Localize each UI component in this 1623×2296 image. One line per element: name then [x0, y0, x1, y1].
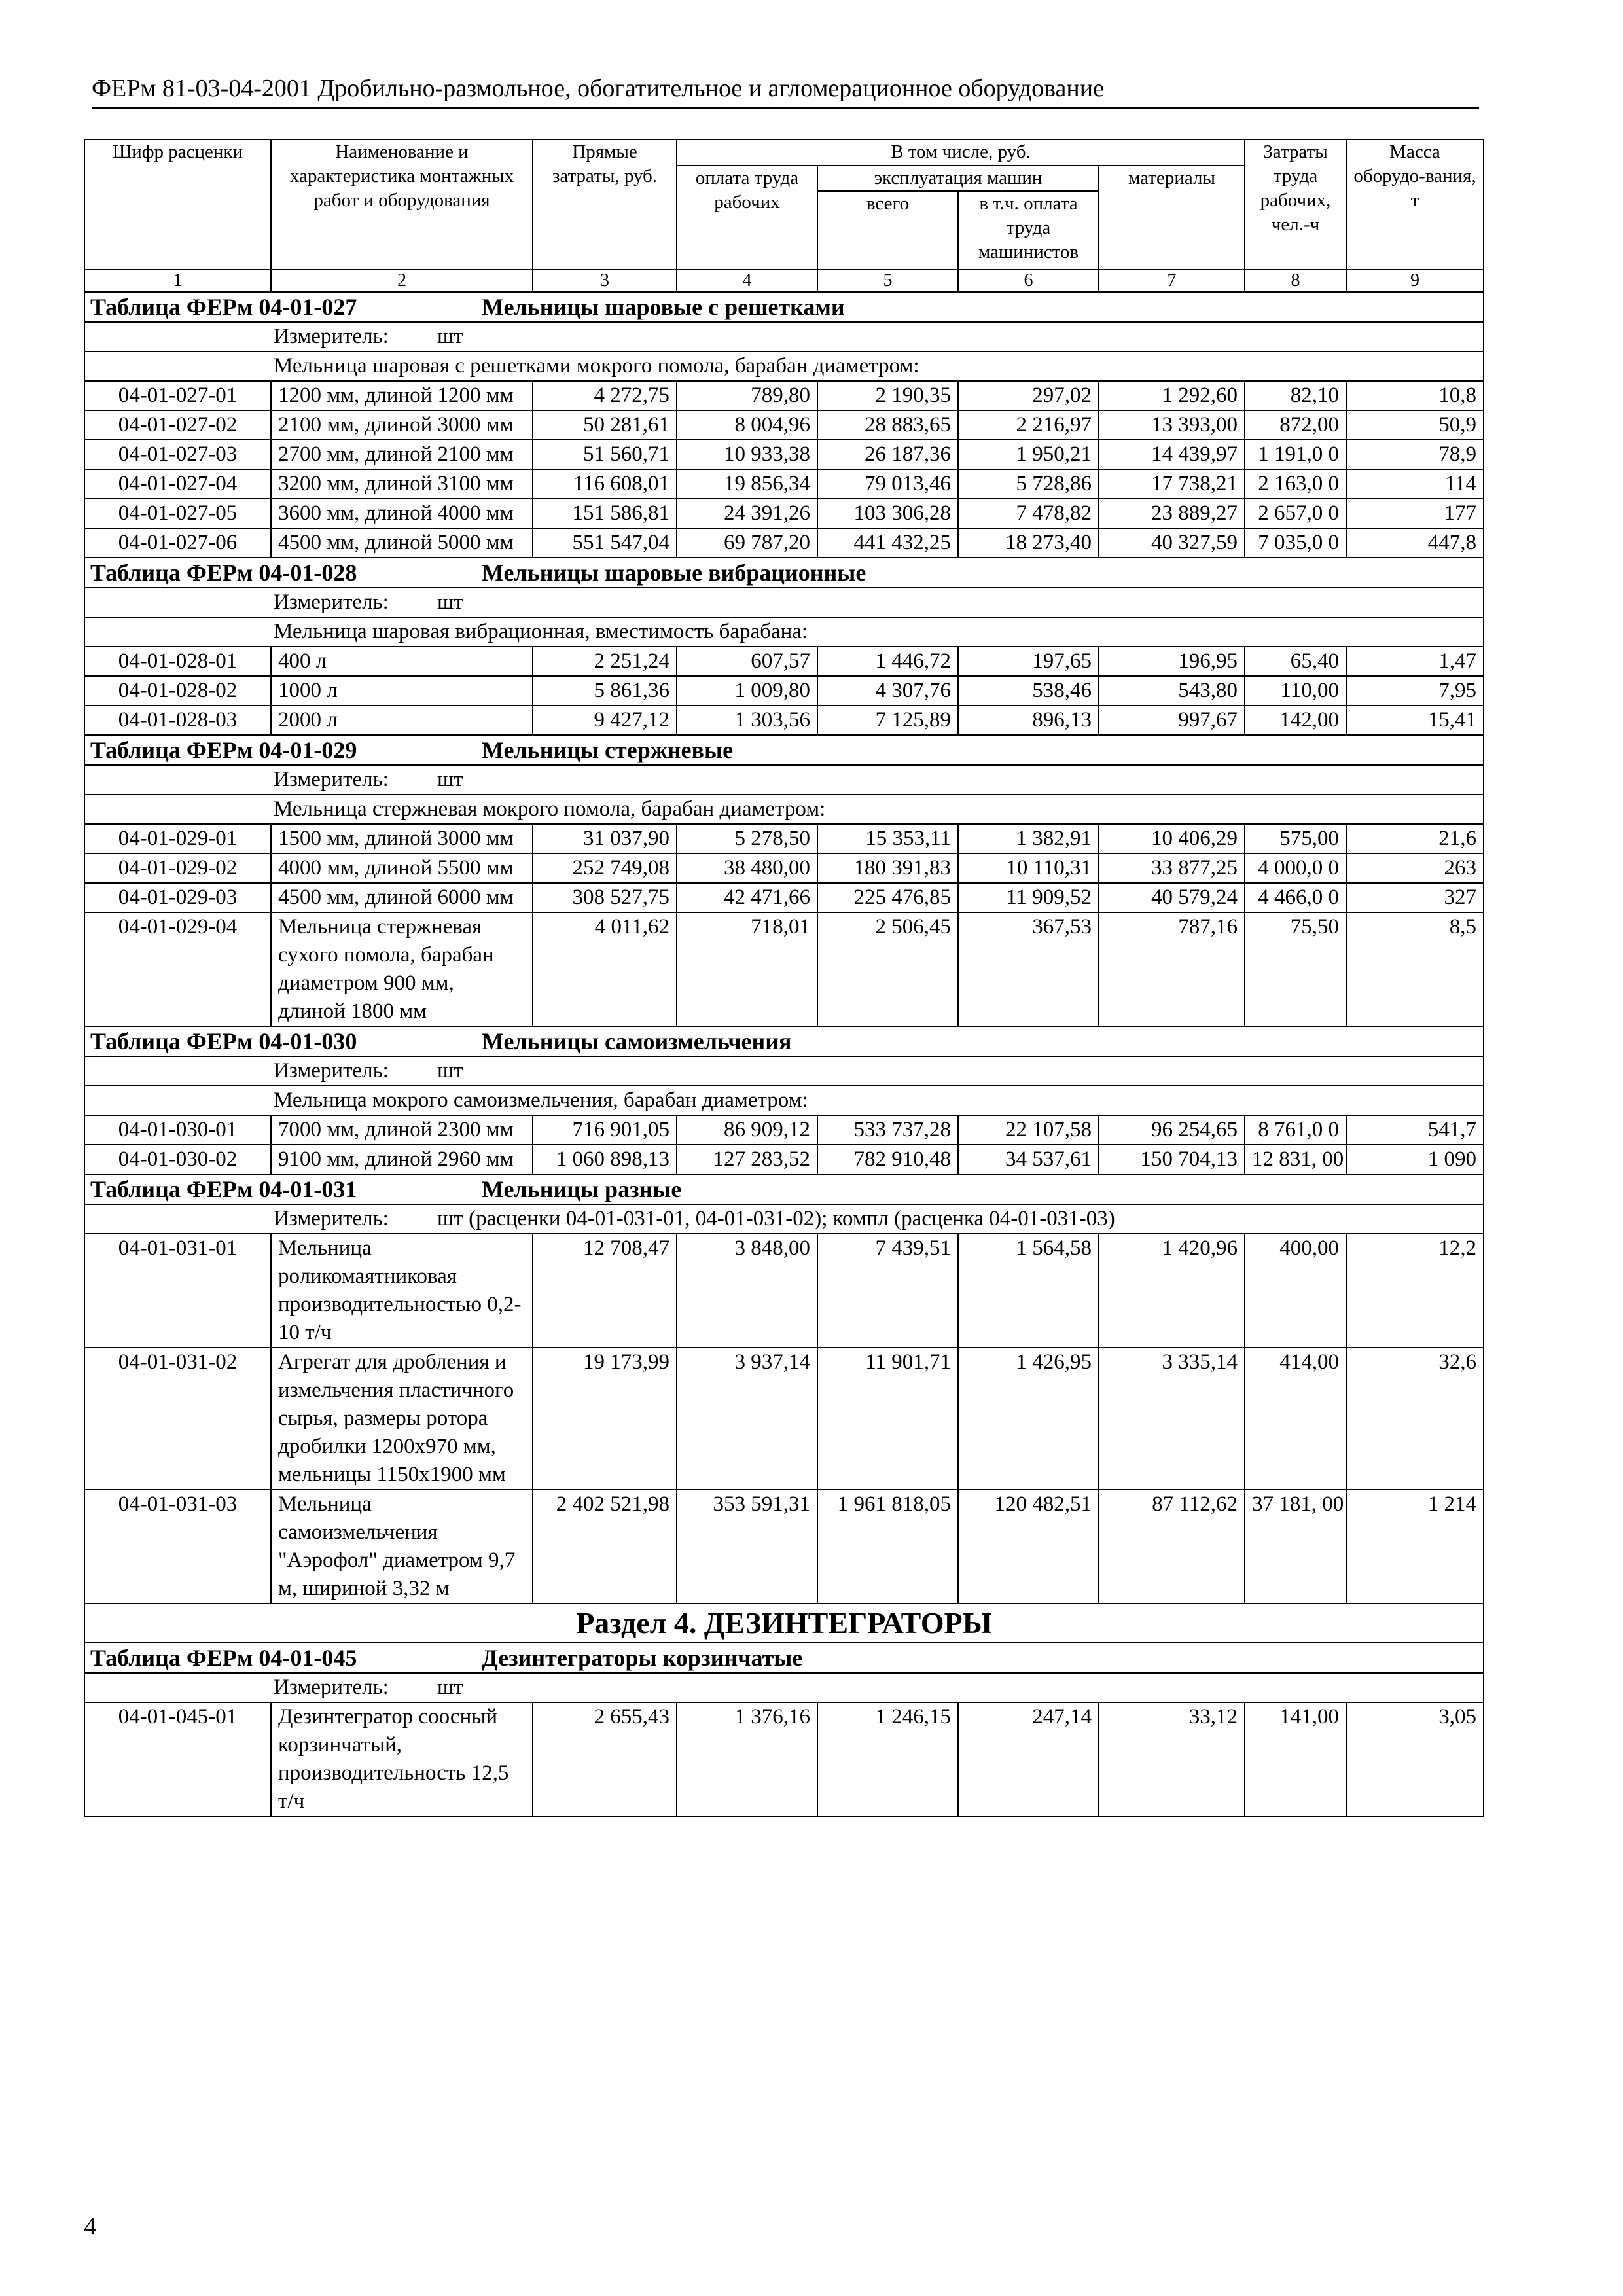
measure-value: шт: [437, 768, 463, 791]
equipment-mass: 177: [1346, 499, 1484, 528]
labor-hours: 4 466,0 0: [1245, 883, 1346, 912]
table-label: Таблица ФЕРм 04-01-029: [90, 737, 357, 763]
machines-total: 2 506,45: [817, 912, 958, 1026]
direct-costs: 12 708,47: [533, 1234, 677, 1348]
direct-costs: 2 655,43: [533, 1702, 677, 1816]
measure-label: Измеритель:: [274, 325, 389, 348]
measure-row: [84, 765, 1484, 795]
measure-value: шт: [437, 1059, 463, 1083]
rate-code: 04-01-029-03: [84, 883, 271, 912]
work-description: 3600 мм, длиной 4000 мм: [271, 499, 533, 528]
machinist-wages: 1 382,91: [958, 824, 1099, 853]
machinist-wages: 18 273,40: [958, 528, 1099, 558]
rate-code: 04-01-030-01: [84, 1115, 271, 1145]
col-machines-total-header: всего: [817, 191, 958, 270]
worker-wages: 86 909,12: [677, 1115, 817, 1145]
labor-hours: 82,10: [1245, 381, 1346, 410]
machines-total: 180 391,83: [817, 853, 958, 883]
machinist-wages: 22 107,58: [958, 1115, 1099, 1145]
rate-code: 04-01-028-03: [84, 706, 271, 735]
materials-cost: 1 292,60: [1099, 381, 1245, 410]
work-description: Дезинтегратор соосный корзинчатый, производительность 12,5 т/ч: [271, 1702, 533, 1816]
rate-code: 04-01-027-01: [84, 381, 271, 410]
table-heading: [84, 1174, 1484, 1204]
work-description: 1500 мм, длиной 3000 мм: [271, 824, 533, 853]
rate-code: 04-01-031-03: [84, 1490, 271, 1604]
machinist-wages: 367,53: [958, 912, 1099, 1026]
measure-value: шт (расценки 04-01-031-01, 04-01-031-02); компл (расценка 04-01-031-03): [437, 1207, 1115, 1230]
materials-cost: 196,95: [1099, 647, 1245, 676]
table-row: [84, 528, 1484, 558]
work-description: 1000 л: [271, 676, 533, 706]
machines-total: 225 476,85: [817, 883, 958, 912]
equipment-mass: 3,05: [1346, 1702, 1484, 1816]
rate-code: 04-01-027-02: [84, 410, 271, 440]
table-label: Таблица ФЕРм 04-01-027: [90, 294, 357, 320]
table-row: [84, 706, 1484, 735]
worker-wages: 38 480,00: [677, 853, 817, 883]
labor-hours: 8 761,0 0: [1245, 1115, 1346, 1145]
table-row: [84, 1145, 1484, 1174]
labor-hours: 2 657,0 0: [1245, 499, 1346, 528]
worker-wages: 10 933,38: [677, 440, 817, 469]
measure-value: шт: [437, 590, 463, 614]
machines-total: 15 353,11: [817, 824, 958, 853]
measure-cell: [84, 765, 1484, 795]
equipment-mass: 7,95: [1346, 676, 1484, 706]
measure-cell: [84, 588, 1484, 617]
machines-total: 7 439,51: [817, 1234, 958, 1348]
labor-hours: 575,00: [1245, 824, 1346, 853]
equipment-mass: 114: [1346, 469, 1484, 499]
machines-total: 4 307,76: [817, 676, 958, 706]
machinist-wages: 1 950,21: [958, 440, 1099, 469]
table-title: Мельницы стержневые: [482, 737, 734, 763]
direct-costs: 19 173,99: [533, 1348, 677, 1490]
table-heading: [84, 558, 1484, 588]
machinist-wages: 896,13: [958, 706, 1099, 735]
measure-value: шт: [437, 1676, 463, 1699]
equipment-mass: 32,6: [1346, 1348, 1484, 1490]
materials-cost: 23 889,27: [1099, 499, 1245, 528]
group-intro: Мельница шаровая вибрационная, вместимость барабана:: [84, 617, 1484, 647]
worker-wages: 5 278,50: [677, 824, 817, 853]
machines-total: 2 190,35: [817, 381, 958, 410]
labor-hours: 400,00: [1245, 1234, 1346, 1348]
table-row: [84, 883, 1484, 912]
col-wages-header: оплата труда рабочих: [677, 166, 817, 270]
table-heading: [84, 292, 1484, 322]
rate-code: 04-01-028-02: [84, 676, 271, 706]
machinist-wages: 538,46: [958, 676, 1099, 706]
labor-hours: 2 163,0 0: [1245, 469, 1346, 499]
col-materials-header: материалы: [1099, 166, 1245, 270]
col-number: 1: [84, 270, 271, 292]
direct-costs: 716 901,05: [533, 1115, 677, 1145]
machinist-wages: 247,14: [958, 1702, 1099, 1816]
work-description: 7000 мм, длиной 2300 мм: [271, 1115, 533, 1145]
col-direct-header: Прямые затраты, руб.: [533, 139, 677, 270]
table-row: [84, 440, 1484, 469]
machines-total: 782 910,48: [817, 1145, 958, 1174]
measure-label: Измеритель:: [274, 768, 389, 791]
group-intro-row: [84, 1086, 1484, 1115]
group-intro-row: [84, 617, 1484, 647]
equipment-mass: 327: [1346, 883, 1484, 912]
rate-code: 04-01-045-01: [84, 1702, 271, 1816]
work-description: Мельница самоизмельчения "Аэрофол" диаметром 9,7 м, шириной 3,32 м: [271, 1490, 533, 1604]
direct-costs: 31 037,90: [533, 824, 677, 853]
machines-total: 103 306,28: [817, 499, 958, 528]
materials-cost: 33,12: [1099, 1702, 1245, 1816]
rate-code: 04-01-029-04: [84, 912, 271, 1026]
materials-cost: 13 393,00: [1099, 410, 1245, 440]
col-number: 3: [533, 270, 677, 292]
direct-costs: 2 402 521,98: [533, 1490, 677, 1604]
materials-cost: 40 327,59: [1099, 528, 1245, 558]
equipment-mass: 8,5: [1346, 912, 1484, 1026]
table-label: Таблица ФЕРм 04-01-045: [90, 1645, 357, 1671]
labor-hours: 12 831, 00: [1245, 1145, 1346, 1174]
col-number: 5: [817, 270, 958, 292]
work-description: 1200 мм, длиной 1200 мм: [271, 381, 533, 410]
col-number: 6: [958, 270, 1099, 292]
col-code-header: Шифр расценки: [84, 139, 271, 270]
group-intro-row: [84, 351, 1484, 381]
machinist-wages: 297,02: [958, 381, 1099, 410]
table-row: [84, 1115, 1484, 1145]
measure-row: [84, 322, 1484, 351]
table-row: [84, 853, 1484, 883]
table-heading-cell: [84, 1643, 1484, 1673]
rate-code: 04-01-031-01: [84, 1234, 271, 1348]
materials-cost: 14 439,97: [1099, 440, 1245, 469]
equipment-mass: 21,6: [1346, 824, 1484, 853]
table-heading: [84, 1643, 1484, 1673]
worker-wages: 718,01: [677, 912, 817, 1026]
worker-wages: 607,57: [677, 647, 817, 676]
measure-label: Измеритель:: [274, 1207, 389, 1230]
table-title: Дезинтеграторы корзинчатые: [482, 1645, 803, 1671]
worker-wages: 8 004,96: [677, 410, 817, 440]
labor-hours: 65,40: [1245, 647, 1346, 676]
direct-costs: 116 608,01: [533, 469, 677, 499]
worker-wages: 789,80: [677, 381, 817, 410]
machines-total: 79 013,46: [817, 469, 958, 499]
rate-code: 04-01-027-05: [84, 499, 271, 528]
direct-costs: 50 281,61: [533, 410, 677, 440]
measure-row: [84, 1204, 1484, 1234]
worker-wages: 3 848,00: [677, 1234, 817, 1348]
work-description: 9100 мм, длиной 2960 мм: [271, 1145, 533, 1174]
machines-total: 7 125,89: [817, 706, 958, 735]
table-title: Мельницы самоизмельчения: [482, 1028, 792, 1054]
measure-label: Измеритель:: [274, 590, 389, 614]
direct-costs: 551 547,04: [533, 528, 677, 558]
table-row: [84, 676, 1484, 706]
work-description: 2700 мм, длиной 2100 мм: [271, 440, 533, 469]
materials-cost: 1 420,96: [1099, 1234, 1245, 1348]
measure-value: шт: [437, 325, 463, 348]
worker-wages: 1 303,56: [677, 706, 817, 735]
work-description: Мельница стержневая сухого помола, барабан диаметром 900 мм, длиной 1800 мм: [271, 912, 533, 1026]
rate-code: 04-01-031-02: [84, 1348, 271, 1490]
table-row: [84, 469, 1484, 499]
work-description: 400 л: [271, 647, 533, 676]
direct-costs: 9 427,12: [533, 706, 677, 735]
materials-cost: 17 738,21: [1099, 469, 1245, 499]
direct-costs: 2 251,24: [533, 647, 677, 676]
group-intro: Мельница стержневая мокрого помола, барабан диаметром:: [84, 795, 1484, 824]
materials-cost: 96 254,65: [1099, 1115, 1245, 1145]
table-row: [84, 1348, 1484, 1490]
worker-wages: 1 376,16: [677, 1702, 817, 1816]
direct-costs: 151 586,81: [533, 499, 677, 528]
machines-total: 28 883,65: [817, 410, 958, 440]
machines-total: 1 246,15: [817, 1702, 958, 1816]
materials-cost: 10 406,29: [1099, 824, 1245, 853]
col-incl-header: В том числе, руб.: [677, 139, 1245, 166]
labor-hours: 75,50: [1245, 912, 1346, 1026]
worker-wages: 24 391,26: [677, 499, 817, 528]
worker-wages: 69 787,20: [677, 528, 817, 558]
group-intro: Мельница мокрого самоизмельчения, барабан диаметром:: [84, 1086, 1484, 1115]
col-labor-header: Затраты труда рабочих, чел.-ч: [1245, 139, 1346, 270]
work-description: 4500 мм, длиной 6000 мм: [271, 883, 533, 912]
labor-hours: 7 035,0 0: [1245, 528, 1346, 558]
table-row: [84, 1490, 1484, 1604]
measure-row: [84, 1056, 1484, 1086]
col-mass-header: Масса оборудо-вания, т: [1346, 139, 1484, 270]
machines-total: 533 737,28: [817, 1115, 958, 1145]
table-heading-cell: [84, 292, 1484, 322]
table-row: [84, 410, 1484, 440]
materials-cost: 150 704,13: [1099, 1145, 1245, 1174]
page-number: 4: [84, 2213, 96, 2240]
equipment-mass: 12,2: [1346, 1234, 1484, 1348]
materials-cost: 87 112,62: [1099, 1490, 1245, 1604]
labor-hours: 142,00: [1245, 706, 1346, 735]
rate-code: 04-01-027-03: [84, 440, 271, 469]
table-heading-cell: [84, 1174, 1484, 1204]
machines-total: 26 187,36: [817, 440, 958, 469]
table-row: [84, 1702, 1484, 1816]
materials-cost: 997,67: [1099, 706, 1245, 735]
measure-row: [84, 1673, 1484, 1702]
work-description: 3200 мм, длиной 3100 мм: [271, 469, 533, 499]
table-row: [84, 499, 1484, 528]
materials-cost: 3 335,14: [1099, 1348, 1245, 1490]
direct-costs: 308 527,75: [533, 883, 677, 912]
equipment-mass: 263: [1346, 853, 1484, 883]
rate-code: 04-01-027-04: [84, 469, 271, 499]
direct-costs: 5 861,36: [533, 676, 677, 706]
table-title: Мельницы разные: [482, 1176, 682, 1202]
machinist-wages: 197,65: [958, 647, 1099, 676]
col-number: 9: [1346, 270, 1484, 292]
work-description: 2000 л: [271, 706, 533, 735]
col-number: 4: [677, 270, 817, 292]
col-machines-header: эксплуатация машин: [817, 166, 1099, 191]
equipment-mass: 1 090: [1346, 1145, 1484, 1174]
worker-wages: 19 856,34: [677, 469, 817, 499]
table-heading-cell: [84, 1026, 1484, 1056]
materials-cost: 787,16: [1099, 912, 1245, 1026]
table-label: Таблица ФЕРм 04-01-031: [90, 1176, 357, 1202]
equipment-mass: 1 214: [1346, 1490, 1484, 1604]
machinist-wages: 1 564,58: [958, 1234, 1099, 1348]
labor-hours: 414,00: [1245, 1348, 1346, 1490]
table-heading-cell: [84, 558, 1484, 588]
machinist-wages: 11 909,52: [958, 883, 1099, 912]
group-intro: Мельница шаровая с решетками мокрого помола, барабан диаметром:: [84, 351, 1484, 381]
work-description: 4500 мм, длиной 5000 мм: [271, 528, 533, 558]
rate-code: 04-01-029-01: [84, 824, 271, 853]
machinist-wages: 120 482,51: [958, 1490, 1099, 1604]
labor-hours: 1 191,0 0: [1245, 440, 1346, 469]
equipment-mass: 541,7: [1346, 1115, 1484, 1145]
labor-hours: 141,00: [1245, 1702, 1346, 1816]
materials-cost: 33 877,25: [1099, 853, 1245, 883]
materials-cost: 543,80: [1099, 676, 1245, 706]
table-title: Мельницы шаровые с решетками: [482, 294, 845, 320]
equipment-mass: 447,8: [1346, 528, 1484, 558]
page-header: ФЕРм 81-03-04-2001 Дробильно-размольное, обогатительное и агломерационное оборудование: [92, 73, 1479, 109]
machinist-wages: 34 537,61: [958, 1145, 1099, 1174]
rate-code: 04-01-030-02: [84, 1145, 271, 1174]
labor-hours: 110,00: [1245, 676, 1346, 706]
table-row: [84, 647, 1484, 676]
table-heading: [84, 1026, 1484, 1056]
machinist-wages: 7 478,82: [958, 499, 1099, 528]
measure-cell: [84, 1204, 1484, 1234]
machines-total: 11 901,71: [817, 1348, 958, 1490]
table-heading-cell: [84, 735, 1484, 765]
worker-wages: 42 471,66: [677, 883, 817, 912]
table-row: [84, 824, 1484, 853]
measure-cell: [84, 322, 1484, 351]
section-title: Раздел 4. ДЕЗИНТЕГРАТОРЫ: [84, 1604, 1484, 1643]
machinist-wages: 1 426,95: [958, 1348, 1099, 1490]
measure-label: Измеритель:: [274, 1676, 389, 1699]
worker-wages: 353 591,31: [677, 1490, 817, 1604]
machinist-wages: 2 216,97: [958, 410, 1099, 440]
col-name-header: Наименование и характеристика монтажных работ и оборудования: [271, 139, 533, 270]
measure-label: Измеритель:: [274, 1059, 389, 1083]
machines-total: 441 432,25: [817, 528, 958, 558]
table-row: [84, 912, 1484, 1026]
worker-wages: 127 283,52: [677, 1145, 817, 1174]
work-description: 4000 мм, длиной 5500 мм: [271, 853, 533, 883]
direct-costs: 252 749,08: [533, 853, 677, 883]
rate-code: 04-01-028-01: [84, 647, 271, 676]
work-description: 2100 мм, длиной 3000 мм: [271, 410, 533, 440]
col-number: 2: [271, 270, 533, 292]
labor-hours: 4 000,0 0: [1245, 853, 1346, 883]
table-title: Мельницы шаровые вибрационные: [482, 560, 866, 586]
labor-hours: 872,00: [1245, 410, 1346, 440]
measure-cell: [84, 1673, 1484, 1702]
measure-cell: [84, 1056, 1484, 1086]
direct-costs: 51 560,71: [533, 440, 677, 469]
col-machines-wages-header: в т.ч. оплата труда машинистов: [958, 191, 1099, 270]
group-intro-row: [84, 795, 1484, 824]
table-label: Таблица ФЕРм 04-01-028: [90, 560, 357, 586]
measure-row: [84, 588, 1484, 617]
table-label: Таблица ФЕРм 04-01-030: [90, 1028, 357, 1054]
machines-total: 1 961 818,05: [817, 1490, 958, 1604]
machinist-wages: 10 110,31: [958, 853, 1099, 883]
section-row: [84, 1604, 1484, 1643]
equipment-mass: 10,8: [1346, 381, 1484, 410]
table-row: [84, 381, 1484, 410]
labor-hours: 37 181, 00: [1245, 1490, 1346, 1604]
col-number: 7: [1099, 270, 1245, 292]
rates-table: [84, 139, 1484, 1817]
rate-code: 04-01-029-02: [84, 853, 271, 883]
table-heading: [84, 735, 1484, 765]
equipment-mass: 78,9: [1346, 440, 1484, 469]
equipment-mass: 15,41: [1346, 706, 1484, 735]
equipment-mass: 1,47: [1346, 647, 1484, 676]
direct-costs: 4 272,75: [533, 381, 677, 410]
worker-wages: 3 937,14: [677, 1348, 817, 1490]
table-row: [84, 1234, 1484, 1348]
rate-code: 04-01-027-06: [84, 528, 271, 558]
equipment-mass: 50,9: [1346, 410, 1484, 440]
direct-costs: 1 060 898,13: [533, 1145, 677, 1174]
machinist-wages: 5 728,86: [958, 469, 1099, 499]
col-number: 8: [1245, 270, 1346, 292]
materials-cost: 40 579,24: [1099, 883, 1245, 912]
worker-wages: 1 009,80: [677, 676, 817, 706]
work-description: Агрегат для дробления и измельчения пластичного сырья, размеры ротора дробилки 1200х970 мм, мельницы 1150х1900 мм: [271, 1348, 533, 1490]
work-description: Мельница роликомаятниковая производительностью 0,2-10 т/ч: [271, 1234, 533, 1348]
direct-costs: 4 011,62: [533, 912, 677, 1026]
machines-total: 1 446,72: [817, 647, 958, 676]
